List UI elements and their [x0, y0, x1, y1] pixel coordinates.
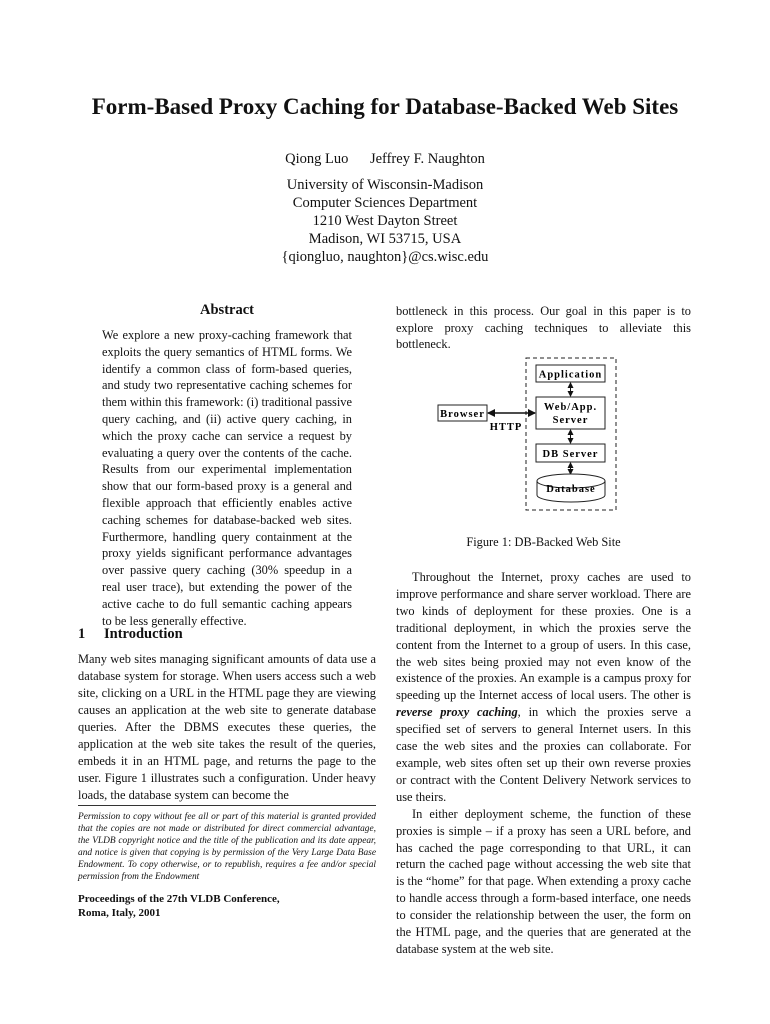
paragraph-text: Throughout the Internet, proxy caches are used to improve performance and share server workload. There are two kinds of deployment for these proxies. One is a traditional deployment, in which the proxies serve the content from the Internet to a group of users. In this case, the web sites being proxied may not even know of the existence of the proxies. An example is a campus proxy for speeding up the Internet access of local users. The other is: [396, 570, 691, 703]
proceedings-location: Roma, Italy, 2001: [78, 906, 161, 919]
proceedings-info: [78, 893, 376, 920]
affiliation-street: 1210 West Dayton Street: [312, 213, 458, 229]
db-server-label: DB Server: [542, 449, 599, 460]
database-label: Database: [546, 484, 596, 495]
author-name: Jeffrey F. Naughton: [369, 151, 485, 167]
footnote-divider: [78, 805, 376, 806]
copyright-permission-notice: Permission to copy without fee all or part of this material is granted provided that the copies are not made or distributed for direct commercial advantage, the VLDB copyright notice and the title of the publication and its date appear, and notice is given that copying is by permission of the Very Large Data Base Endowment. To copy otherwise, or to republish, requires a fee and/or special permission from the Endowment: [78, 812, 376, 882]
author-name: Qiong Luo: [285, 151, 349, 167]
paragraph: In either deployment scheme, the function of these proxies is simple – if a proxy has seen a URL before, and has cached the page corresponding to that URL, it can return the cached page without accessing the web site that is the “home” for that page. When extending a proxy cache to handle access through a form-based interface, one needs to consider the relationship between the user, the form on the HTML page, and the queries that are generated at the database system at the web site.: [396, 806, 691, 956]
paragraph-text: , in which the proxies serve a specified set of servers to general Internet users. In this case the web sites and the proxies can collaborate. For example, web sites often set up their own reverse proxies or contract with the Content Delivery Network services to use theirs.: [396, 705, 691, 804]
introduction-text-right-top: bottleneck in this process. Our goal in this paper is to explore proxy caching techniques to alleviate this bottleneck.: [396, 304, 691, 351]
affiliation-block: [0, 176, 770, 266]
introduction-text-left: Many web sites managing significant amounts of data use a database system for storage. When users access such a web site, clicking on a URL in the HTML page they are viewing causes an application at the web site to generate database queries. After the DBMS executes these queries, the application at the web site takes the result of the queries, embeds it in an HTML page, and returns the page to the user. Figure 1 illustrates such a configuration. Under heavy loads, the database system can become the: [78, 652, 376, 802]
http-label: HTTP: [489, 422, 523, 433]
author-list: [0, 151, 770, 168]
introduction-text-right: [396, 569, 691, 958]
affiliation-city: Madison, WI 53715, USA: [308, 231, 462, 247]
affiliation-university: University of Wisconsin-Madison: [286, 177, 484, 193]
server-label: Server: [552, 415, 589, 426]
emphasized-term: reverse proxy caching: [396, 705, 518, 720]
affiliation-department: Computer Sciences Department: [292, 195, 478, 211]
section-heading-introduction: [78, 626, 183, 643]
application-label: Application: [538, 369, 603, 381]
webapp-label: Web/App.: [543, 402, 598, 413]
figure-caption: Figure 1: DB-Backed Web Site: [466, 535, 621, 549]
proceedings-conference: Proceedings of the 27th VLDB Conference,: [78, 893, 280, 905]
paragraph: [396, 569, 691, 806]
architecture-diagram: [396, 355, 691, 520]
section-title: Introduction: [104, 626, 183, 642]
abstract-text: We explore a new proxy-caching framework that exploits the query semantics of HTML forms. We identify a common class of form-based queries, and study two representative caching schemes for them within this framework: (i) traditional passive query caching, and (ii) active query caching, in which the proxy cache can service a request by evaluating a query over the contents of the cache. Results from our experimental implementation show that our form-based proxy is a general and flexible approach that efficiently enables active caching schemes for database-backed web sites. Furthermore, handling query containment at the proxy yields significant performance advantages over passive query caching (30% speedup in a real user trace), but extending the power of the active cache to do full semantic caching appears to be less generally effective.: [102, 328, 352, 628]
affiliation-email: {qiongluo, naughton}@cs.wisc.edu: [281, 249, 489, 265]
abstract-heading: Abstract: [200, 302, 254, 318]
figure-db-backed-web-site: [396, 355, 691, 520]
paper-title: Form-Based Proxy Caching for Database-Backed Web Sites: [91, 94, 679, 119]
section-number: 1: [78, 626, 86, 642]
browser-label: Browser: [440, 409, 485, 420]
